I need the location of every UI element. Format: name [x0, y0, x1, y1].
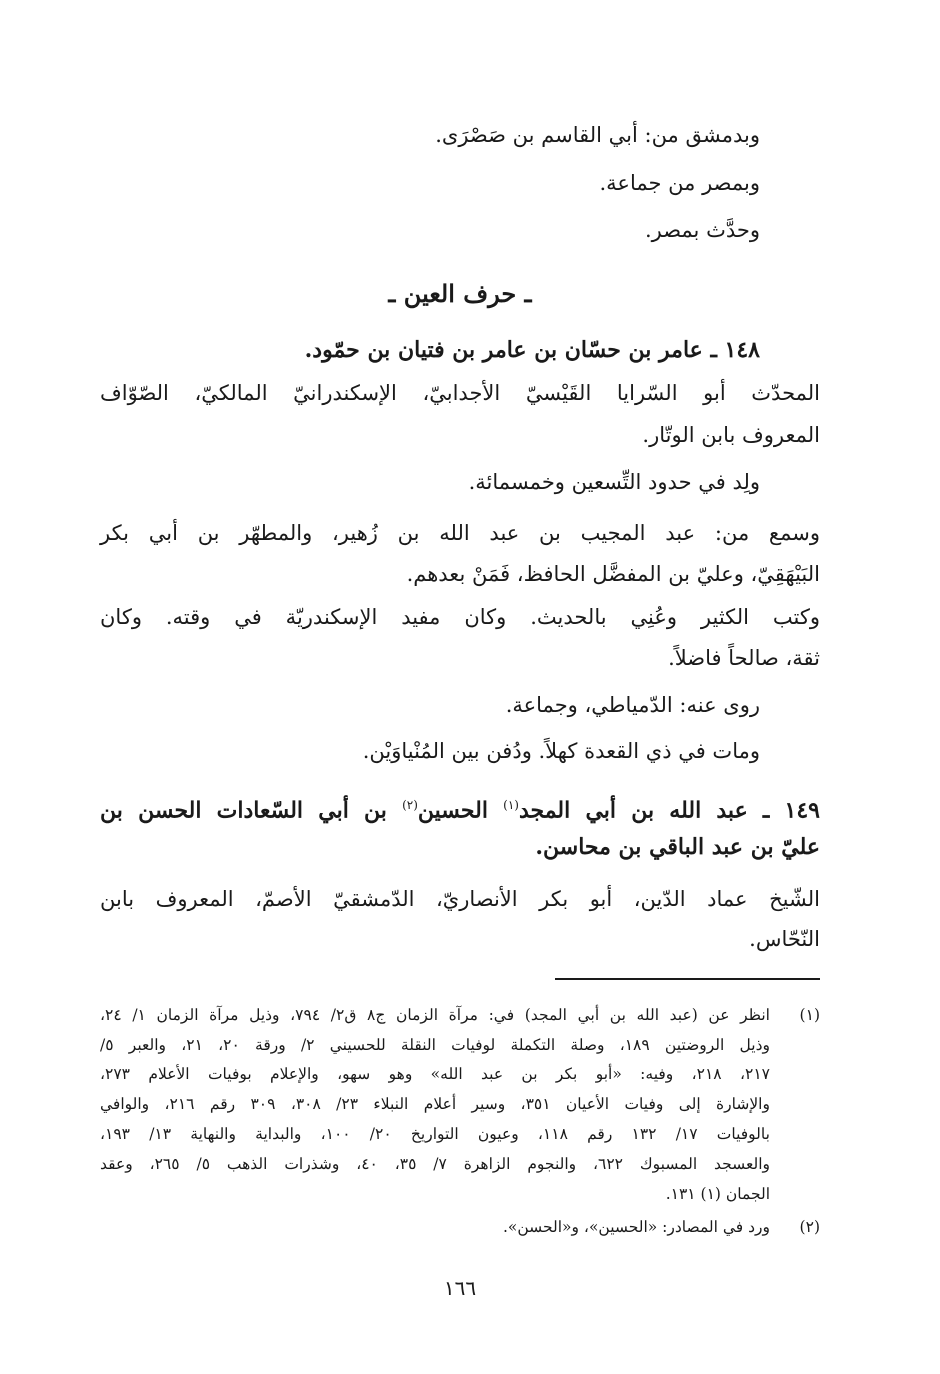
- footnote-ref: (١): [503, 798, 519, 812]
- footnote-line: والإشارة إلى وفيات الأعيان ٣٥١، وسير أعلام النبلاء ٢٣/ ٣٠٨، ٣٠٩ رقم ٢١٦، والوافي: [100, 1095, 770, 1113]
- entry-title: [100, 788, 820, 827]
- text-line: الشّيخ عماد الدّين، أبو بكر الأنصاريّ، الدّمشقيّ الأصمّ، المعروف بابن: [100, 887, 820, 911]
- footnote-number: (١): [799, 1006, 820, 1024]
- footnote-number: (٢): [799, 1218, 820, 1236]
- text-line: ومات في ذي القعدة كهلاً. ودُفن بين المُنْياوَيْن.: [362, 739, 760, 763]
- footnote-line: بالوفيات ١٧/ ١٣٢ رقم ١١٨، وعيون التواريخ ٢٠/ ١٠٠، والبداية والنهاية ١٣/ ١٩٣،: [100, 1125, 770, 1143]
- text-line: وبمصر من جماعة.: [599, 171, 760, 195]
- footnote-line: الجمان (١) ١٣١.: [665, 1185, 770, 1203]
- text-line: روى عنه: الدّمياطي، وجماعة.: [505, 693, 760, 717]
- footnote-divider: [555, 978, 820, 980]
- text-line: وكتب الكثير وعُنِي بالحديث. وكان مفيد الإسكندريّة في وقته. وكان: [100, 605, 820, 629]
- entry-title-part: ١٤٩ ـ عبد الله بن أبي المجد: [518, 797, 820, 824]
- text-line: ثقة، صالحاً فاضلاً.: [668, 646, 820, 670]
- page-number: ١٦٦: [443, 1276, 477, 1300]
- entry-title: ١٤٨ ـ عامر بن حسّان بن عامر بن فتيان بن حمّود.: [304, 337, 760, 363]
- footnote-line: ٢١٧، ٢١٨، وفيه: «أبو بكر بن عبد الله» وهو سهو، والإعلام بوفيات الأعلام ٢٧٣،: [100, 1065, 770, 1083]
- entry-title: عليّ بن عبد الباقي بن محاسن.: [535, 834, 820, 860]
- text-line: النّحّاس.: [749, 927, 820, 951]
- section-heading: ـ حرف العين ـ: [388, 279, 532, 308]
- book-page: [100, 0, 820, 1374]
- text-line: البَيْهَقِيّ، وعليّ بن المفضَّل الحافظ، فَمَنْ بعدهم.: [406, 562, 820, 586]
- text-line: وبدمشق من: أبي القاسم بن صَصْرَى.: [435, 123, 760, 147]
- text-line: المعروف بابن الوتّار.: [642, 423, 820, 447]
- text-line: المحدّث أبو السّرايا القَيْسيّ الأجدابيّ، الإسكندرانيّ المالكيّ، الصّوّاف: [100, 381, 820, 405]
- entry-title-part: الحسين: [417, 797, 504, 824]
- footnote-ref: (٢): [402, 798, 418, 812]
- text-line: ولِد في حدود التِّسعين وخمسمائة.: [468, 470, 760, 494]
- text-line: وسمع من: عبد المجيب بن عبد الله بن زُهير، والمطهّر بن أبي بكر: [100, 521, 820, 545]
- entry-title-part: بن أبي السّعادات الحسن بن: [100, 797, 403, 824]
- footnote-line: والعسجد المسبوك ٦٢٢، والنجوم الزاهرة ٧/ ٣٥، ٤٠، وشذرات الذهب ٥/ ٢٦٥، وعقد: [100, 1155, 770, 1173]
- footnote-line: وذيل الروضتين ١٨٩، وصلة التكملة لوفيات النقلة للحسيني ٢/ ورقة ٢٠، ٢١، والعبر ٥/: [100, 1036, 770, 1054]
- footnote-line: انظر عن (عبد الله بن أبي المجد) في: مرآة الزمان ج٨ ق٢/ ٧٩٤، وذيل مرآة الزمان ١/ ٢٤،: [100, 1006, 770, 1024]
- footnote-line: ورد في المصادر: «الحسين»، و«الحسن».: [502, 1218, 770, 1236]
- text-line: وحدَّث بمصر.: [644, 218, 760, 242]
